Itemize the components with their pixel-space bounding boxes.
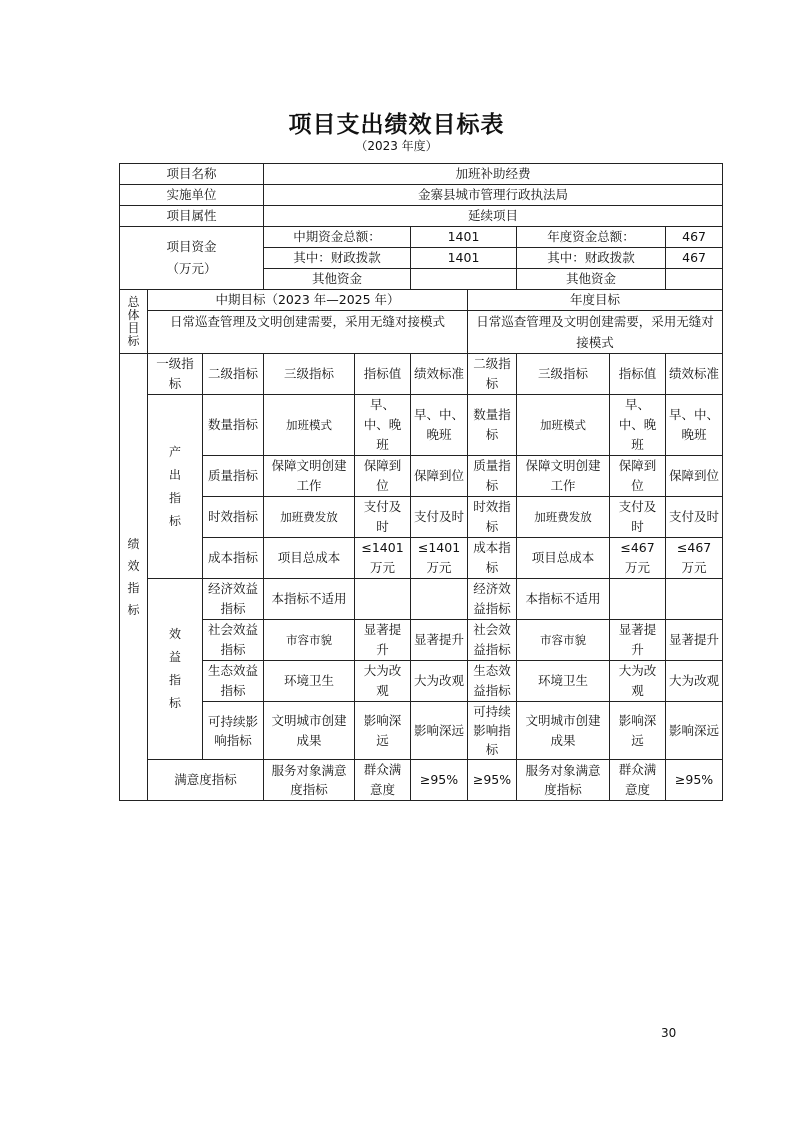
page-title: 项目支出绩效目标表 <box>288 112 505 138</box>
mid-goal-header: 中期目标（2023 年—2025 年） <box>148 290 468 311</box>
benefit-year-value <box>610 579 666 620</box>
goals-text-row <box>120 311 723 354</box>
year-other-value <box>666 269 723 290</box>
project-name-label: 项目名称 <box>120 164 264 185</box>
year-goal-header: 年度目标 <box>468 290 723 311</box>
header-year-l3: 三级指标 <box>517 354 610 395</box>
mid-other-label: 其他资金 <box>264 269 411 290</box>
benefit-value: 影响深远 <box>355 702 411 760</box>
page-number: 30 <box>661 1026 677 1040</box>
output-year-l3: 加班模式 <box>517 395 610 456</box>
benefit-label: 效益指标 <box>148 579 203 760</box>
output-year-value: ≤467 万元 <box>610 538 666 579</box>
benefit-value: 显著提升 <box>355 620 411 661</box>
table-row <box>120 497 723 538</box>
funds-label: 项目资金 （万元） <box>120 227 264 290</box>
header-year-std: 绩效标准 <box>666 354 723 395</box>
satisfaction-year-value: ≥95% <box>666 760 723 801</box>
mid-fiscal-value: 1401 <box>411 248 517 269</box>
satisfaction-year-l3: 群众满意度 <box>610 760 666 801</box>
benefit-year-l2: 经济效益指标 <box>468 579 517 620</box>
header-year-value: 指标值 <box>610 354 666 395</box>
benefit-year-l3: 环境卫生 <box>517 661 610 702</box>
benefit-year-value: 显著提升 <box>610 620 666 661</box>
output-year-std: 保障到位 <box>666 456 723 497</box>
unit-value: 金寨县城市管理行政执法局 <box>264 185 723 206</box>
satisfaction-year-l2: 服务对象满意度指标 <box>517 760 610 801</box>
satisfaction-l2: 服务对象满意度指标 <box>264 760 355 801</box>
output-value: 早、中、晚班 <box>355 395 411 456</box>
output-year-value: 支付及时 <box>610 497 666 538</box>
output-l3: 项目总成本 <box>264 538 355 579</box>
attr-value: 延续项目 <box>264 206 723 227</box>
output-l2: 成本指标 <box>203 538 264 579</box>
output-year-value: 保障到位 <box>610 456 666 497</box>
output-value: 保障到位 <box>355 456 411 497</box>
indicator-header-row <box>120 354 723 395</box>
benefit-l3: 环境卫生 <box>264 661 355 702</box>
benefit-year-l2: 生态效益指标 <box>468 661 517 702</box>
benefit-l3: 本指标不适用 <box>264 579 355 620</box>
header-l1: 一级指标 <box>148 354 203 395</box>
benefit-l2: 生态效益指标 <box>203 661 264 702</box>
table-row <box>120 395 723 456</box>
mid-goal-text: 日常巡查管理及文明创建需要，采用无缝对接模式 <box>148 311 468 354</box>
unit-label: 实施单位 <box>120 185 264 206</box>
output-l3: 加班模式 <box>264 395 355 456</box>
output-year-l2: 数量指标 <box>468 395 517 456</box>
output-l3: 保障文明创建工作 <box>264 456 355 497</box>
funds-row-total <box>120 227 723 248</box>
benefit-year-std: 大为改观 <box>666 661 723 702</box>
output-value: ≤1401万元 <box>355 538 411 579</box>
table-row <box>120 661 723 702</box>
goals-label: 总体目标 <box>120 290 148 354</box>
output-year-std: 支付及时 <box>666 497 723 538</box>
benefit-std: 大为改观 <box>411 661 468 702</box>
year-goal-text: 日常巡查管理及文明创建需要，采用无缝对接模式 <box>468 311 723 354</box>
benefit-std: 影响深远 <box>411 702 468 760</box>
output-year-l3: 保障文明创建工作 <box>517 456 610 497</box>
header-mid-std: 绩效标准 <box>411 354 468 395</box>
output-year-std: 早、中、晚班 <box>666 395 723 456</box>
table-row <box>120 760 723 801</box>
project-name-row <box>120 164 723 185</box>
output-year-l3: 项目总成本 <box>517 538 610 579</box>
header-year-l2: 二级指标 <box>468 354 517 395</box>
attr-row <box>120 206 723 227</box>
performance-table <box>119 163 723 801</box>
output-year-l2: 成本指标 <box>468 538 517 579</box>
benefit-year-l3: 本指标不适用 <box>517 579 610 620</box>
benefit-l3: 文明城市创建成果 <box>264 702 355 760</box>
output-l2: 时效指标 <box>203 497 264 538</box>
header-mid-value: 指标值 <box>355 354 411 395</box>
benefit-year-value: 影响深远 <box>610 702 666 760</box>
output-label: 产出指标 <box>148 395 203 579</box>
goals-header-row <box>120 290 723 311</box>
mid-fiscal-label: 其中：财政拨款 <box>264 248 411 269</box>
output-year-l2: 质量指标 <box>468 456 517 497</box>
benefit-year-l3: 文明城市创建成果 <box>517 702 610 760</box>
benefit-year-l2: 可持续影响指标 <box>468 702 517 760</box>
satisfaction-value: ≥95% <box>411 760 468 801</box>
output-l2: 数量指标 <box>203 395 264 456</box>
output-std: ≤1401万元 <box>411 538 468 579</box>
output-std: 保障到位 <box>411 456 468 497</box>
output-year-std: ≤467 万元 <box>666 538 723 579</box>
benefit-year-std: 影响深远 <box>666 702 723 760</box>
mid-other-value <box>411 269 517 290</box>
benefit-value: 大为改观 <box>355 661 411 702</box>
year-fiscal-label: 其中：财政拨款 <box>517 248 666 269</box>
output-l3: 加班费发放 <box>264 497 355 538</box>
table-row <box>120 456 723 497</box>
output-std: 早、中、晚班 <box>411 395 468 456</box>
benefit-l2: 可持续影响指标 <box>203 702 264 760</box>
year-total-label: 年度资金总额： <box>517 227 666 248</box>
output-year-l3: 加班费发放 <box>517 497 610 538</box>
satisfaction-label: 满意度指标 <box>148 760 264 801</box>
benefit-year-std <box>666 579 723 620</box>
benefit-year-l3: 市容市貌 <box>517 620 610 661</box>
satisfaction-std: ≥95% <box>468 760 517 801</box>
benefit-std <box>411 579 468 620</box>
benefit-year-value: 大为改观 <box>610 661 666 702</box>
benefit-l3: 市容市貌 <box>264 620 355 661</box>
output-std: 支付及时 <box>411 497 468 538</box>
indicators-label: 绩效指标 <box>120 354 148 801</box>
table-row <box>120 538 723 579</box>
attr-label: 项目属性 <box>120 206 264 227</box>
header-mid-l3: 三级指标 <box>264 354 355 395</box>
header-mid-l2: 二级指标 <box>203 354 264 395</box>
benefit-value <box>355 579 411 620</box>
benefit-l2: 社会效益指标 <box>203 620 264 661</box>
table-row <box>120 579 723 620</box>
unit-row <box>120 185 723 206</box>
benefit-year-std: 显著提升 <box>666 620 723 661</box>
benefit-l2: 经济效益指标 <box>203 579 264 620</box>
benefit-year-l2: 社会效益指标 <box>468 620 517 661</box>
satisfaction-l3: 群众满意度 <box>355 760 411 801</box>
year-fiscal-value: 467 <box>666 248 723 269</box>
output-value: 支付及时 <box>355 497 411 538</box>
year-total-value: 467 <box>666 227 723 248</box>
project-name-value: 加班补助经费 <box>264 164 723 185</box>
benefit-std: 显著提升 <box>411 620 468 661</box>
mid-total-value: 1401 <box>411 227 517 248</box>
output-l2: 质量指标 <box>203 456 264 497</box>
mid-total-label: 中期资金总额： <box>264 227 411 248</box>
year-other-label: 其他资金 <box>517 269 666 290</box>
table-row <box>120 702 723 760</box>
output-year-value: 早、中、晚班 <box>610 395 666 456</box>
year-subtitle: （2023 年度） <box>355 139 438 153</box>
table-row <box>120 620 723 661</box>
output-year-l2: 时效指标 <box>468 497 517 538</box>
